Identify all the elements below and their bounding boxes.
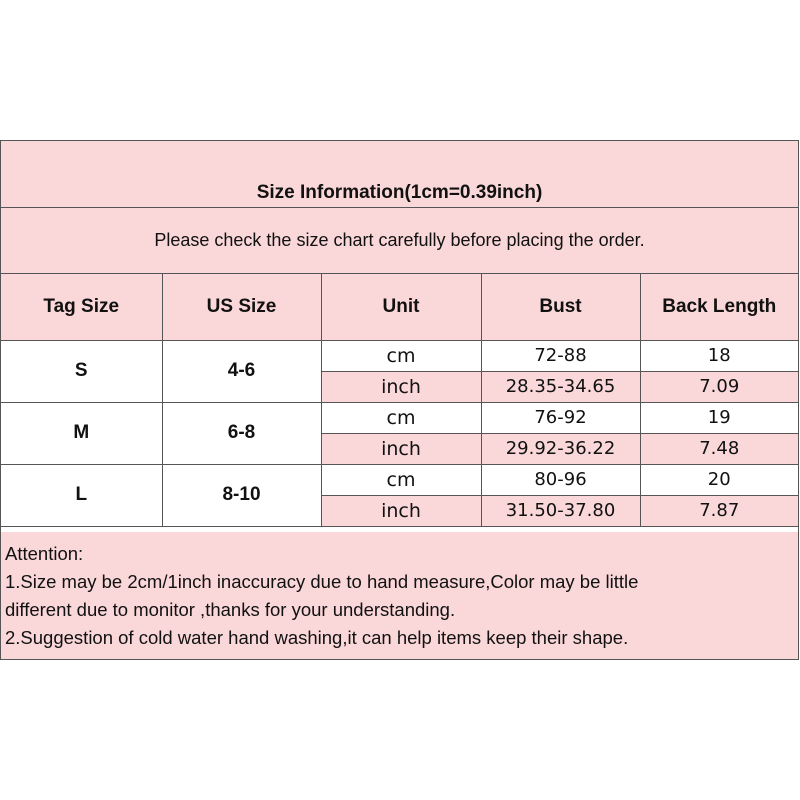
back-length-cell: 20 [640, 464, 798, 495]
header-bust: Bust [481, 274, 640, 340]
header-us-size: US Size [162, 274, 321, 340]
us-size-cell: 4-6 [162, 340, 321, 402]
attention-notes [1, 532, 798, 659]
order-notice: Please check the size chart carefully before placing the order. [1, 208, 798, 274]
unit-cell: inch [321, 433, 481, 464]
us-size-cell: 8-10 [162, 464, 321, 526]
attention-line: 1.Size may be 2cm/1inch inaccuracy due to hand measure,Color may be little [5, 571, 639, 592]
tag-size-cell: L [1, 464, 162, 526]
header-back-length: Back Length [640, 274, 798, 340]
back-length-cell: 7.48 [640, 433, 798, 464]
table-row [1, 402, 798, 433]
size-table [1, 274, 798, 527]
unit-cell: cm [321, 464, 481, 495]
attention-heading: Attention: [5, 543, 84, 564]
bust-cell: 80-96 [481, 464, 640, 495]
back-length-cell: 18 [640, 340, 798, 371]
bust-cell: 72-88 [481, 340, 640, 371]
unit-cell: cm [321, 340, 481, 371]
tag-size-cell: M [1, 402, 162, 464]
table-row [1, 340, 798, 371]
attention-line: different due to monitor ,thanks for your understanding. [5, 599, 456, 620]
table-row [1, 464, 798, 495]
bust-cell: 76-92 [481, 402, 640, 433]
us-size-cell: 6-8 [162, 402, 321, 464]
back-length-cell: 19 [640, 402, 798, 433]
unit-cell: cm [321, 402, 481, 433]
bust-cell: 29.92-36.22 [481, 433, 640, 464]
back-length-cell: 7.87 [640, 495, 798, 526]
header-tag-size: Tag Size [1, 274, 162, 340]
table-header-row [1, 274, 798, 340]
unit-cell: inch [321, 495, 481, 526]
size-chart [0, 140, 799, 660]
back-length-cell: 7.09 [640, 371, 798, 402]
attention-line: 2.Suggestion of cold water hand washing,it can help items keep their shape. [5, 627, 629, 648]
chart-title: Size Information(1cm=0.39inch) [1, 141, 798, 208]
header-unit: Unit [321, 274, 481, 340]
unit-cell: inch [321, 371, 481, 402]
bust-cell: 28.35-34.65 [481, 371, 640, 402]
tag-size-cell: S [1, 340, 162, 402]
bust-cell: 31.50-37.80 [481, 495, 640, 526]
